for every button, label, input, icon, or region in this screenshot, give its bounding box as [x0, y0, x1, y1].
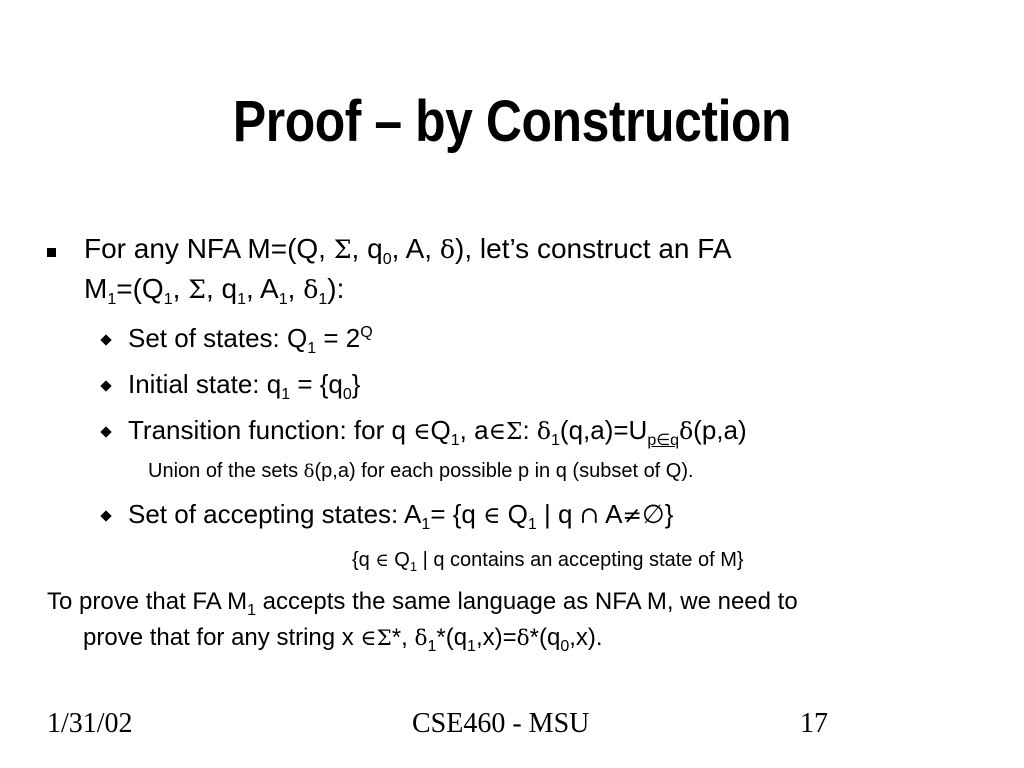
footer-page-number: 17: [800, 708, 828, 739]
text: ,x).: [569, 624, 603, 651]
subscript: 1: [318, 291, 328, 308]
text: (q,a)=U: [559, 415, 648, 445]
element-of-symbol: ∈: [483, 501, 501, 529]
intersection-symbol: ∩: [579, 501, 600, 529]
diamond-bullet-icon: [100, 510, 111, 521]
diamond-bullet-icon: [100, 380, 111, 391]
delta-symbol: δ: [303, 275, 319, 304]
proof-line1: [47, 588, 798, 619]
text: , A: [246, 273, 279, 304]
text: (p,a) for each possible p in q (subset of Q).: [314, 460, 694, 482]
text: Q: [430, 415, 451, 445]
text: Set of states: Q: [128, 323, 308, 353]
subscript: 1: [409, 559, 418, 574]
text: = {q: [430, 499, 484, 529]
text: :: [522, 415, 537, 445]
subscript: 1: [551, 432, 560, 449]
text: Q: [500, 499, 528, 529]
text: = 2: [316, 323, 361, 353]
text: *,: [391, 624, 415, 651]
bullet-initial-state: [128, 369, 361, 403]
diamond-bullet-icon: [100, 334, 111, 345]
text: A: [599, 499, 623, 529]
text: }: [664, 499, 674, 529]
text: Set of accepting states: A: [128, 499, 422, 529]
text: accepts the same language as NFA M, we need to: [256, 588, 798, 615]
proof-line2: [83, 624, 603, 655]
text: ,: [172, 273, 189, 304]
text: Q: [388, 549, 410, 571]
text: , q: [205, 273, 238, 304]
element-of-symbol: ∈: [488, 417, 506, 445]
bullet-accepting-states: [128, 499, 674, 533]
subscript: 1: [307, 340, 317, 357]
text: ):: [327, 273, 345, 304]
text: For any NFA M=(Q,: [84, 233, 334, 264]
delta-symbol: δ: [414, 626, 428, 651]
text: , A,: [391, 233, 440, 264]
text: *(q: [529, 624, 561, 651]
subscript: 1: [427, 638, 437, 655]
sigma-symbol: Σ: [505, 417, 523, 445]
text: , q: [351, 233, 383, 264]
text: *(q: [436, 624, 468, 651]
subscript: 0: [342, 386, 352, 403]
subscript: 1: [281, 386, 291, 403]
accepting-states-note: [352, 549, 744, 572]
element-of-symbol: ∈: [360, 626, 377, 651]
text: | q: [536, 499, 580, 529]
subscript: 1: [237, 291, 247, 308]
subscript: 1: [421, 516, 431, 533]
text: = {q: [290, 369, 343, 399]
bullet-nfa-line2: [84, 273, 345, 308]
text: =(Q: [116, 273, 164, 304]
slide-title: Proof – by Construction: [232, 89, 792, 154]
text: ,: [287, 273, 304, 304]
subscript: 1: [467, 638, 476, 655]
element-of-symbol: ∈: [413, 417, 431, 445]
diamond-bullet-icon: [100, 426, 111, 437]
element-of-symbol: ∈: [375, 550, 389, 571]
subscript: 1: [527, 516, 537, 533]
delta-symbol: δ: [536, 417, 551, 445]
text: M: [84, 273, 108, 304]
subscript: 1: [163, 291, 173, 308]
bullet-nfa-line1: [84, 233, 732, 268]
subscript: 1: [450, 432, 460, 449]
transition-note: [148, 460, 694, 483]
text: | q contains an accepting state of M}: [417, 549, 744, 571]
delta-symbol: δ: [516, 626, 530, 651]
subscript: 0: [382, 251, 392, 268]
text: {q: [352, 549, 376, 571]
sigma-symbol: Σ: [376, 626, 392, 651]
text: ,x)=: [475, 624, 517, 651]
text: Initial state: q: [128, 369, 282, 399]
sigma-symbol: Σ: [333, 235, 352, 264]
text: prove that for any string x: [83, 624, 361, 651]
subscript-union-index: p∈q: [647, 432, 680, 449]
bullet-transition-function: [128, 415, 747, 449]
delta-symbol: δ: [439, 235, 456, 264]
square-bullet-icon: [47, 248, 56, 257]
subscript: 1: [107, 291, 117, 308]
text: Transition function: for q: [128, 415, 414, 445]
superscript: Q: [360, 324, 373, 341]
subscript: 1: [247, 602, 257, 619]
text: Union of the sets: [148, 460, 304, 482]
text: }: [351, 369, 361, 399]
text: , a: [459, 415, 489, 445]
delta-symbol: δ: [303, 461, 315, 482]
not-equal-symbol: ≠: [622, 501, 643, 529]
delta-symbol: δ: [679, 417, 694, 445]
footer-date: 1/31/02: [47, 708, 133, 739]
bullet-set-of-states: [128, 323, 373, 357]
sigma-symbol: Σ: [188, 275, 206, 304]
text: (p,a): [693, 415, 747, 445]
subscript: 1: [278, 291, 288, 308]
text: ), let’s construct an FA: [455, 233, 732, 264]
text: To prove that FA M: [47, 588, 248, 615]
subscript: 0: [560, 638, 570, 655]
empty-set-symbol: ∅: [642, 499, 665, 529]
footer-course: CSE460 - MSU: [412, 708, 590, 739]
